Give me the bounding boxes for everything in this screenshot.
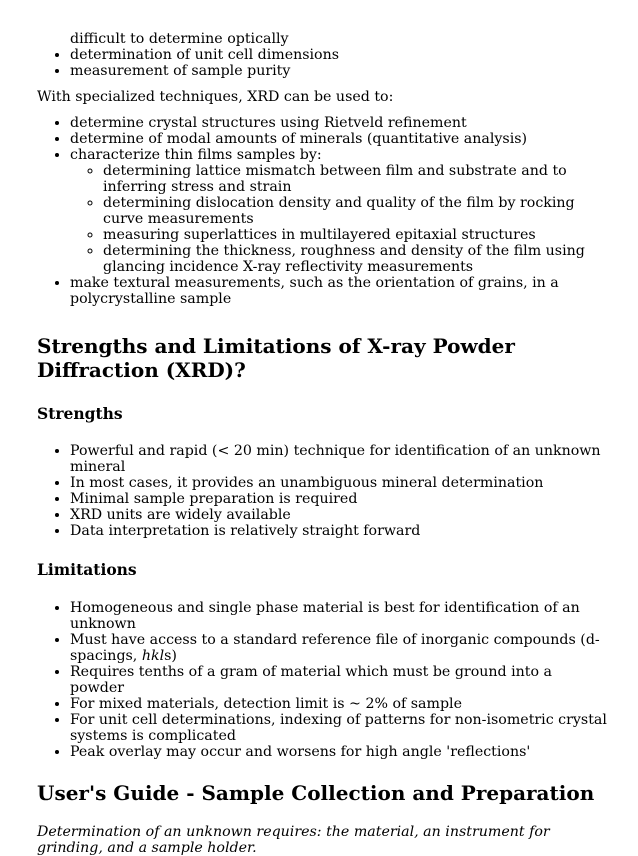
document-page [37, 0, 607, 856]
list-item: • XRD units are widely available [70, 507, 607, 523]
list-item: • Requires tenths of a gram of material which must be ground into a powder [70, 664, 607, 696]
guide-paragraph: Determination of an unknown requires: the material, an instrument for grinding, and a sample holder. [37, 824, 550, 856]
list-item: • determine crystal structures using Rietveld refinement [70, 115, 607, 131]
list-item-label: characterize thin films samples by: [70, 147, 322, 163]
list-item-text-tail: s) [164, 648, 177, 664]
list-item: • measurement of sample purity [70, 63, 607, 79]
list-item: • For unit cell determinations, indexing of patterns for non-isometric crystal systems is complicated [70, 712, 607, 744]
techniques-list [37, 115, 607, 307]
strengths-heading: Strengths [37, 404, 123, 423]
list-item [70, 632, 607, 664]
list-item: • Peak overlay may occur and worsens for high angle 'reflections' [70, 744, 607, 760]
list-item: • Data interpretation is relatively straight forward [70, 523, 607, 539]
sublist-item: ◦ determining dislocation density and quality of the film by rocking curve measurements [103, 195, 607, 227]
list-item: • determination of unit cell dimensions [70, 47, 607, 63]
list-item: • Minimal sample preparation is required [70, 491, 607, 507]
list-item-thin-films [70, 147, 607, 275]
section-heading-strengths-limitations: Strengths and Limitations of X-ray Powder Diffraction (XRD)? [37, 334, 515, 382]
list-item: • determine of modal amounts of minerals (quantitative analysis) [70, 131, 607, 147]
list-item-continuation: difficult to determine optically [70, 31, 289, 47]
top-list [37, 47, 607, 79]
sublist-item: ◦ measuring superlattices in multilayered epitaxial structures [103, 227, 607, 243]
limitations-list [37, 600, 607, 760]
limitations-heading: Limitations [37, 560, 137, 579]
list-item: • Powerful and rapid (< 20 min) technique for identification of an unknown mineral [70, 443, 607, 475]
list-item: • Homogeneous and single phase material is best for identification of an unknown [70, 600, 607, 632]
list-item: • make textural measurements, such as the orientation of grains, in a polycrystalline sample [70, 275, 607, 307]
list-item-italic: hkl [141, 648, 165, 664]
sublist-item: ◦ determining lattice mismatch between film and substrate and to inferring stress and strain [103, 163, 607, 195]
list-item: • For mixed materials, detection limit is ~ 2% of sample [70, 696, 607, 712]
list-item: • In most cases, it provides an unambiguous mineral determination [70, 475, 607, 491]
list-item-text: Must have access to a standard reference file of inorganic compounds (d-spacings, [70, 632, 600, 664]
sublist-item: ◦ determining the thickness, roughness and density of the film using glancing incidence X-ray reflectivity measurements [103, 243, 607, 275]
techniques-intro: With specialized techniques, XRD can be used to: [37, 89, 394, 105]
thin-films-sublist [70, 163, 607, 275]
strengths-list [37, 443, 607, 539]
section-heading-users-guide: User's Guide - Sample Collection and Preparation [37, 781, 595, 805]
